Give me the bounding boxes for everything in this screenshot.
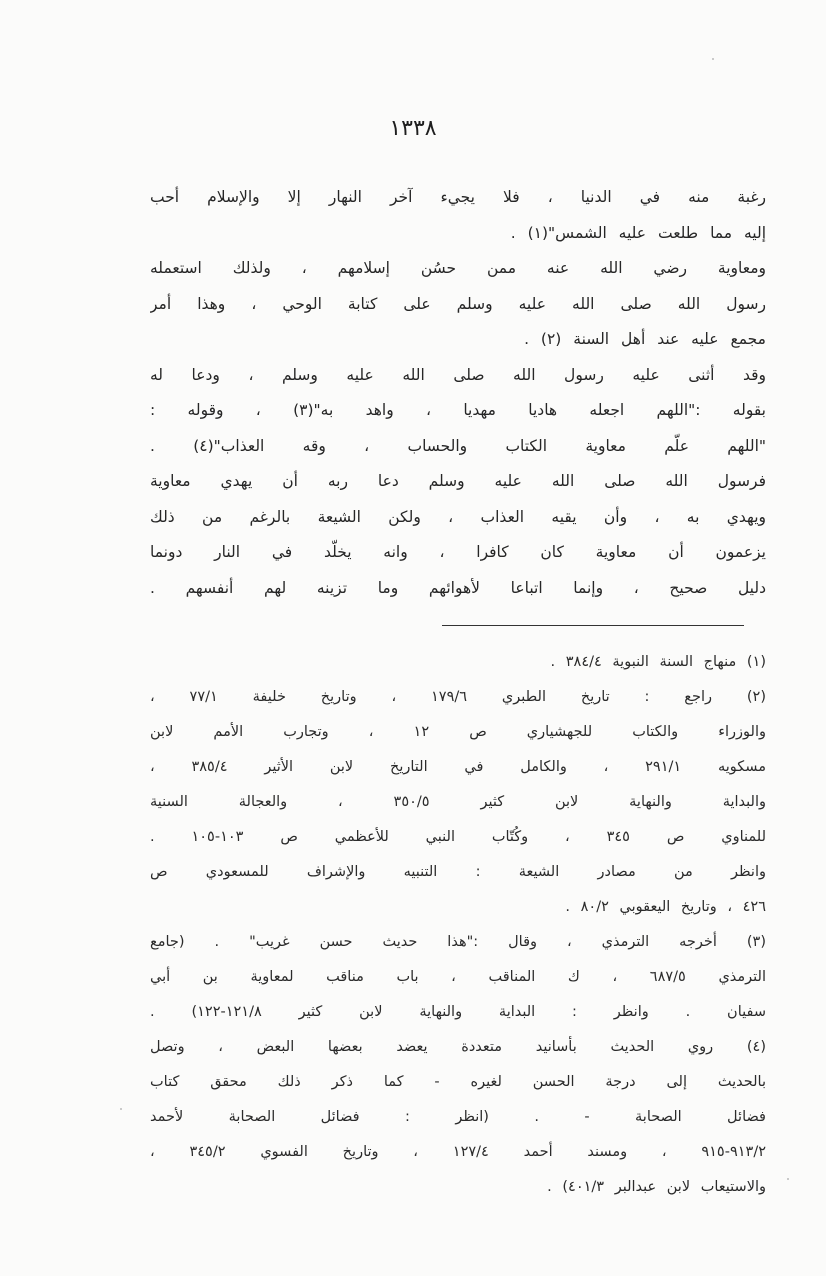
- footnote-line: والبداية والنهاية لابن كثير ٣٥٠/٥ ، والعجالة السنية: [150, 794, 766, 810]
- scan-speck: [787, 1178, 789, 1180]
- footnote-line: والوزراء والكتاب للجهشياري ص ١٢ ، وتجارب الأمم لابن: [150, 724, 766, 740]
- text-line: رسول الله صلى الله عليه وسلم على كتابة الوحي ، وهذا أمر: [150, 294, 766, 313]
- footnote-line: (٤) روي الحديث بأسانيد متعددة يعضد بعضها البعض ، وتصل: [150, 1039, 766, 1055]
- text-line: وقد أثنى عليه رسول الله صلى الله عليه وسلم ، ودعا له: [150, 365, 766, 384]
- text-line: ويهدي به ، وأن يقيه العذاب ، ولكن الشيعة بالرغم من ذلك: [150, 507, 766, 526]
- footnotes: [150, 645, 766, 1205]
- page-number: ١٣٣٨: [389, 116, 437, 141]
- footnote-line: وانظر من مصادر الشيعة : التنبيه والإشراف للمسعودي ص: [150, 864, 766, 880]
- text-line: يزعمون أن معاوية كان كافرا ، وانه يخلّد في النار دونما: [150, 543, 766, 561]
- footnote-line: والاستيعاب لابن عبدالبر ٤٠١/٣) .: [547, 1179, 766, 1195]
- footnote-line: (١) منهاج السنة النبوية ٣٨٤/٤ .: [550, 654, 766, 670]
- text-line: ومعاوية رضي الله عنه ممن حسُن إسلامهم ، ولذلك استعمله: [150, 259, 766, 277]
- footnote-line: بالحديث إلى درجة الحسن لغيره - كما ذكر ذلك محقق كتاب: [150, 1074, 766, 1090]
- footnote-line: فضائل الصحابة - . (انظر : فضائل الصحابة لأحمد: [150, 1109, 766, 1125]
- text-line: مجمع عليه عند أهل السنة (٢) .: [524, 330, 766, 348]
- footnote-line: مسكويه ٢٩١/١ ، والكامل في التاريخ لابن الأثير ٣٨٥/٤ ،: [150, 759, 766, 775]
- footnote-line: الترمذي ٦٨٧/٥ ، ك المناقب ، باب مناقب لمعاوية بن أبي: [150, 969, 766, 985]
- footnote-line: للمناوي ص ٣٤٥ ، وكُتّاب النبي للأعظمي ص ١٠٣-١٠٥ .: [150, 829, 766, 845]
- text-line: بقوله :"اللهم اجعله هاديا مهديا ، واهد به"(٣) ، وقوله :: [150, 401, 766, 419]
- text-line: "اللهم علّم معاوية الكتاب والحساب ، وقه العذاب"(٤) .: [150, 436, 766, 455]
- footnote-line: (٢) راجع : تاريخ الطبري ١٧٩/٦ ، وتاريخ خليفة ٧٧/١ ،: [150, 689, 766, 705]
- footnote-separator: [442, 625, 744, 626]
- scan-speck: [712, 58, 714, 60]
- footnote-line: ٤٢٦ ، وتاريخ اليعقوبي ٨٠/٢ .: [565, 899, 766, 915]
- text-line: دليل صحيح ، وإنما اتباعا لأهوائهم وما تزينه لهم أنفسهم .: [150, 578, 766, 597]
- text-line: فرسول الله صلى الله عليه وسلم دعا ربه أن يهدي معاوية: [150, 472, 766, 490]
- text-line: إليه مما طلعت عليه الشمس"(١) .: [510, 223, 766, 242]
- scan-speck: [120, 1108, 122, 1110]
- footnote-line: سفيان . وانظر : البداية والنهاية لابن كثير ١٢١/٨-١٢٢) .: [150, 1004, 766, 1020]
- footnote-line: ٩١٣/٢-٩١٥ ، ومسند أحمد ١٢٧/٤ ، وتاريخ الفسوي ٣٤٥/٢ ،: [150, 1144, 766, 1160]
- main-text: [150, 180, 766, 606]
- footnote-line: (٣) أخرجه الترمذي ، وقال :"هذا حديث حسن غريب" . (جامع: [150, 934, 766, 950]
- text-line: رغبة منه في الدنيا ، فلا يجيء آخر النهار إلا والإسلام أحب: [150, 188, 766, 206]
